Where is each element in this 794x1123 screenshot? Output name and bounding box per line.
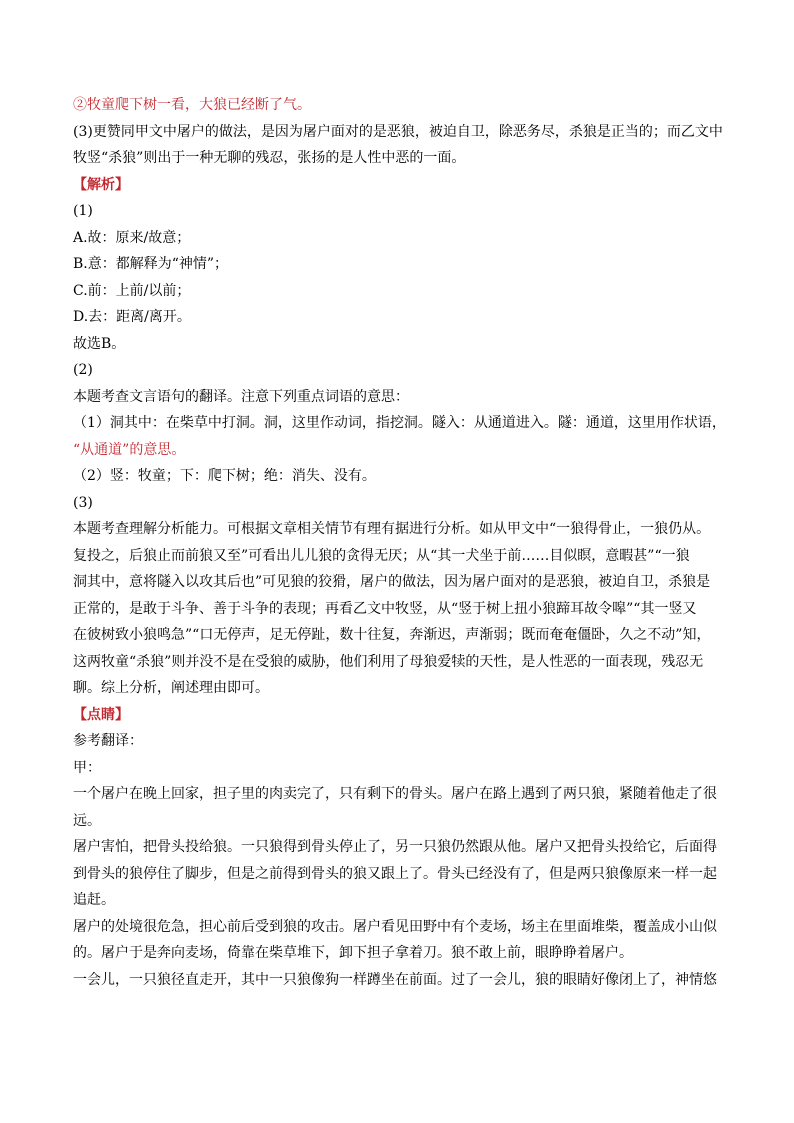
analysis-part-3-line-1: 本题考查理解分析能力。可根据文章相关情节有理有据进行分析。如从甲文中“一狼得骨止，一狼仍从。 <box>73 521 711 537</box>
translation-line-7: 的。屠户于是奔向麦场，倚靠在柴草堆下，卸下担子拿着刀。狼不敢上前，眼睁睁着屠户。 <box>73 945 633 961</box>
translation-line-5: 追赶。 <box>73 892 115 908</box>
answer-item-3-line-2: 牧竖“杀狼”则出于一种无聊的残忍，张扬的是人性中恶的一面。 <box>73 150 466 166</box>
translation-line-3: 屠户害怕，把骨头投给狼。一只狼得到骨头停止了，另一只狼仍然跟从他。屠户又把骨头投给它，后面得 <box>73 839 717 855</box>
translation-line-2: 远。 <box>73 812 101 829</box>
answer-item-3-line-1: (3)更赞同甲文中屠户的做法，是因为屠户面对的是恶狼，被迫自卫，除恶务尽，杀狼是正当的；而乙文中 <box>73 123 723 140</box>
reference-translation-label: 参考翻译： <box>73 733 143 749</box>
analysis-part-3-line-4: 正常的，是敢于斗争、善于斗争的表现；再看乙文中牧竖，从“竖于树上扭小狼蹄耳故令嗥”“其一竖又 <box>73 600 697 617</box>
analysis-part-2-item-1-line-1: （1）洞其中：在柴草中打洞。洞，这里作动词，指挖洞。隧入：从通道进入。隧：通道，这里用作状语， <box>73 415 726 431</box>
document-body <box>73 92 725 993</box>
analysis-part-1-label: (1) <box>73 203 93 219</box>
translation-line-8: 一会儿，一只狼径直走开，其中一只狼像狗一样蹲坐在前面。过了一会儿，狼的眼睛好像闭上了，神情悠 <box>73 971 717 988</box>
translation-line-4: 到骨头的狼停住了脚步，但是之前得到骨头的狼又跟上了。骨头已经没有了，但是两只狼像原来一样一起 <box>73 865 717 882</box>
analysis-part-3-line-7: 聊。综上分析，阐述理由即可。 <box>73 680 269 696</box>
commentary-heading: 【点睛】 <box>73 706 129 723</box>
analysis-part-3-line-2: 复投之，后狼止而前狼又至”可看出儿儿狼的贪得无厌；从“其一犬坐于前……目似瞑，意暇甚”“一狼 <box>73 547 690 564</box>
analysis-part-2-item-2: （2）竖：牧童；下：爬下树；绝：消失、没有。 <box>73 468 376 484</box>
analysis-part-2-label: (2) <box>73 362 93 378</box>
analysis-heading: 【解析】 <box>73 176 129 193</box>
analysis-part-3-line-6: 这两牧童“杀狼”则并没不是在受狼的威胁，他们利用了母狼爱犊的天性，是人性恶的一面表现，残忍无 <box>73 653 704 670</box>
option-a: A.故：原来/故意； <box>73 229 191 246</box>
analysis-conclusion: 故选B。 <box>73 335 126 352</box>
option-d: D.去：距离/离开。 <box>73 309 191 325</box>
option-c: C.前：上前/以前； <box>73 282 191 299</box>
analysis-part-2-item-1-line-2: “从通道”的意思。 <box>73 441 186 458</box>
translation-line-1: 一个屠户在晚上回家，担子里的肉卖完了，只有剩下的骨头。屠户在路上遇到了两只狼，紧随着他走了很 <box>73 786 717 802</box>
translation-part-label: 甲： <box>73 759 101 776</box>
analysis-part-3-line-3: 洞其中，意将隧入以攻其后也”可见狼的狡猾，屠户的做法，因为屠户面对的是恶狼，被迫自卫，杀狼是 <box>73 574 711 590</box>
option-b: B.意：都解释为“神情”； <box>73 256 229 272</box>
analysis-part-2-intro: 本题考查文言语句的翻译。注意下列重点词语的意思： <box>73 388 409 405</box>
analysis-part-3-line-5: 在彼树致小狼鸣急”“口无停声，足无停趾，数十往复，奔渐迟，声渐弱；既而奄奄僵卧，久之不动”知， <box>73 627 711 643</box>
translation-line-6: 屠户的处境很危急，担心前后受到狼的攻击。屠户看见田野中有个麦场，场主在里面堆柴，覆盖成小山似 <box>73 918 717 935</box>
analysis-part-3-label: (3) <box>73 494 93 511</box>
answer-item-2: ②牧童爬下树一看，大狼已经断了气。 <box>73 97 311 113</box>
